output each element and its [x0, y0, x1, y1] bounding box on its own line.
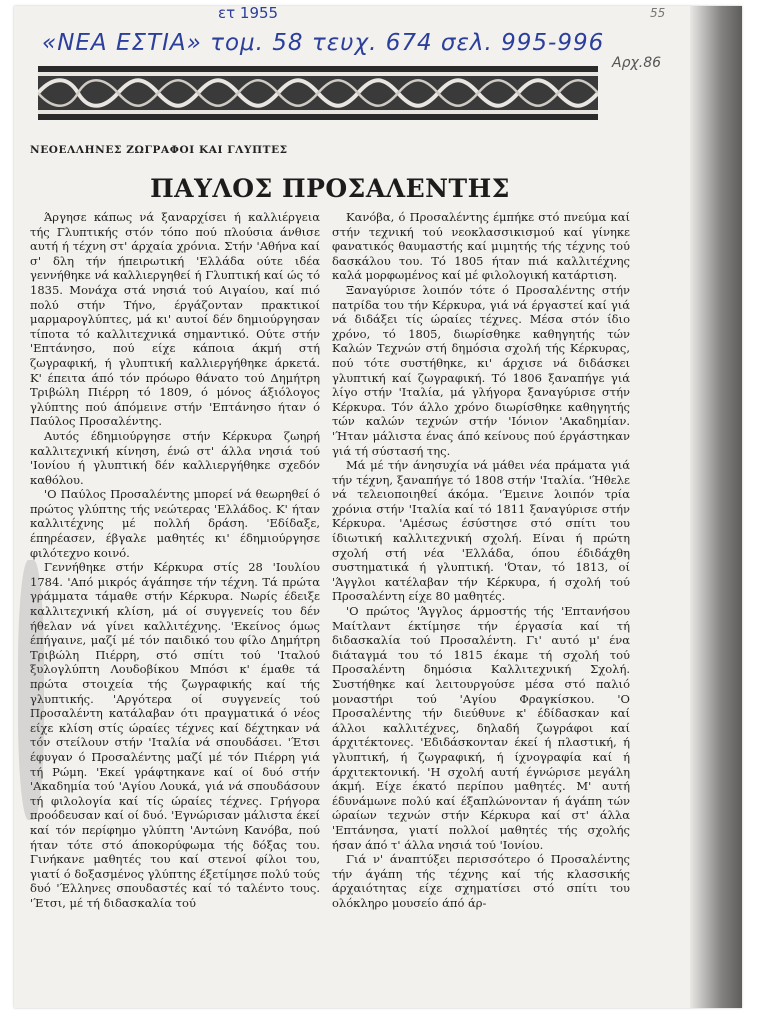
article-column-right: [332, 210, 630, 911]
handwritten-archive-mark: Αρχ.86: [612, 55, 662, 71]
paragraph: Μά μέ τήν άνησυχία νά μάθει νέα πράματα γιά τήν τέχνη, ξαναπήγε τό 1808 στήν 'Ιταλία. 'Ήθελε νά τελειοποιηθεί άκόμα. 'Έμεινε λοιπόν τρία χρόνια στήν 'Ιταλία καί τό 1811 ξαναγύρισε στήν Κέρκυρα. 'Αμέσως έσύστησε στό σπίτι του ίδιωτική καλλιτεχνική σχολή. Είναι ή πρώτη σχολή στή νέα 'Ελλάδα, όπου έδιδάχθη συστηματικά ή γλυπτική. 'Όταν, τό 1813, οί 'Άγγλοι κατέλαβαν τήν Κέρκυρα, ή σχολή τού Προσαλέντη είχε 80 μαθητές.: [332, 458, 630, 604]
paragraph: Άργησε κάπως νά ξαναρχίσει ή καλλιέργεια τής Γλυπτικής στόν τόπο πού πλούσια άνθισε αυτή ή τέχνη στ' άρχαία χρόνια. Στήν 'Αθήνα καί σ' δλη τήν ήπειρωτική 'Ελλάδα ούτε ιδέα γεννήθηκε νά καλλιεργηθεί ή Γλυπτική καί ώς τό 1835. Μονάχα στά νησιά τού Αιγαίου, καί πιό πολύ στήν Τήνο, έργάζονταν πρακτικοί μαρμαρογλύπτες, μά κι' αυτοί δέν δημιούργησαν τίποτα τό καλλιτεχνικά σημαντικό. Ούτε στήν 'Επτάνησο, πού είχε κάποια άκμή στή ζωγραφική, ή γλυπτική καλλιεργήθηκε άρκετά. Κ' έπειτα άπό τόν πρόωρο θάνατο τού Δημήτρη Τριβώλη Πιέρρη τό 1809, ό μόνος άξιόλογος γλύπτης πού άπόμεινε στήν 'Επτάνησο ήταν ό Παύλος Προσαλέντης.: [30, 210, 320, 429]
page-edge-shadow: [690, 6, 742, 1008]
article-column-left: [30, 210, 320, 911]
paragraph: Γεννήθηκε στήν Κέρκυρα στίς 28 'Ιουλίου 1784. 'Από μικρός άγάπησε τήν τέχνη. Τά πρώτα γράμματα τάμαθε στήν Κέρκυρα. Νωρίς έδειξε καλλιτεχνική κλίση, μά οί συγγενείς του δέν ήθελαν νά γίνει καλλιτέχνης. 'Εκείνος όμως έπήγαινε, μαζί μέ τόν παιδικό του φίλο Δημήτρη Τριβώλη Πιέρρη, στό σπίτι τού 'Ιταλού ξυλογλύπτη Λουδοβίκου Μπόσι κ' έμαθε τά πρώτα στοιχεία τής ζωγραφικής καί τής γλυπτικής. 'Αργότερα οί συγγενείς τού Προσαλέντη κατάλαβαν ότι πραγματικά ό νέος είχε κλίση στίς ώραίες τέχνες καί δέχτηκαν νά τόν στείλουν στήν 'Ιταλία νά σπουδάσει. 'Έτσι έφυγαν ό Προσαλέντης μαζί μέ τόν Πιέρρη γιά τή Ρώμη. 'Εκεί γράφτηκανε καί οί δυό στήν 'Ακαδημία τού 'Αγίου Λουκά, γιά νά σπουδάσουν τή φιλολογία καί τίς ώραίες τέχνες. Γρήγορα προόδευσαν καί οί δυό. 'Εγνώρισαν μάλιστα έκεί καί τόν περίφημο γλύπτη 'Αντώνη Κανόβα, πού ήταν τότε στό άποκορύφωμα τής δόξας του. Γινήκανε μαθητές του καί στενοί φίλοι του, γιατί ό δοξασμένος γλύπτης έξετίμησε πολύ τούς δυό 'Έλληνες σπουδαστές καί τό ταλέντο τους. 'Έτσι, μέ τή διδασκαλία τού: [30, 560, 320, 910]
handwritten-page-mark: 55: [650, 6, 666, 20]
paragraph: Αυτός έδημιούργησε στήν Κέρκυρα ζωηρή καλλιτεχνική κίνηση, ένώ στ' άλλα νησιά τού 'Ιονίου ή γλυπτική δέν καλλιεργήθηκε σχεδόν καθόλου.: [30, 428, 320, 487]
scan-smudge: [18, 560, 44, 820]
article-title: ΠΑΥΛΟΣ ΠΡΟΣΑΛΕΝΤΗΣ: [150, 174, 510, 203]
paragraph: 'Ο Παύλος Προσαλέντης μπορεί νά θεωρηθεί ό πρώτος γλύπτης τής νεώτερας 'Ελλάδος. Κ' ήταν καλλιτέχνης μέ πολλή δράση. 'Εδίδαξε, έπηρέασεν, έβγαλε μαθητές κι' έδημιούργησε φιλότεχνο κοινό.: [30, 487, 320, 560]
handwritten-top-note: ετ 1955: [218, 4, 279, 22]
section-label: ΝΕΟΕΛΛΗΝΕΣ ΖΩΓΡΑΦΟΙ ΚΑΙ ΓΛΥΠΤΕΣ: [30, 144, 288, 156]
handwritten-citation: «ΝΕΑ ΕΣΤΙΑ» τομ. 58 τευχ. 674 σελ. 995-996: [42, 30, 605, 56]
paragraph: 'Ο πρώτος 'Άγγλος άρμοστής τής 'Επτανήσου Μαίτλαντ έκτίμησε τήν έργασία καί τή διδασκαλία τού Προσαλέντη. Γι' αυτό μ' ένα διάταγμά του τό 1815 έκαμε τή σχολή τού Προσαλέντη δημόσια Καλλιτεχνική Σχολή. Συστήθηκε καί λειτουργούσε μέσα στό παλιό μοναστήρι τού 'Αγίου Φραγκίσκου. 'Ο Προσαλέντης τήν διεύθυνε κ' έδίδασκαν καί άλλοι καλλιτέχνες, δηλαδή ζωγράφοι καί άρχιτέκτονες. 'Εδιδάσκονταν έκεί ή πλαστική, ή γλυπτική, ή ζωγραφική, ή ίχνογραφία καί ή άρχιτεκτονική. 'Η σχολή αυτή έγνώρισε μεγάλη άκμή. Είχε έκατό περίπου μαθητές. Μ' αυτή έδυνάμωνε πολύ καί έξαπλώνονταν ή άγάπη τών ώραίων τεχνών στήν Κέρκυρα καί στ' άλλα 'Επτάνησα, γιατί πολλοί μαθητές τής σχολής ήσαν άπό τ' άλλα νησιά τού 'Ιονίου.: [332, 604, 630, 852]
paragraph: Ξαναγύρισε λοιπόν τότε ό Προσαλέντης στήν πατρίδα του τήν Κέρκυρα, γιά νά έργαστεί καί γιά νά διδάξει τίς ώραίες τέχνες. Μέσα στόν ίδιο χρόνο, τό 1805, διωρίσθηκε καθηγητής τών Καλών Τεχνών στή δημόσια σχολή τής Κέρκυρας, πού τότε συστήθηκε, κι' άρχισε νά διδάσκει γλυπτική καί ζωγραφική. Τό 1806 ξαναπήγε γιά λίγο στήν 'Ιταλία, μά γλήγορα ξαναγύρισε στήν Κέρκυρα. Τόν άλλο χρόνο διωρίσθηκε καθηγητής τών καλών τεχνών στήν 'Ιόνιον 'Ακαδημίαν. 'Ήταν μάλιστα ένας άπό κείνους πού έργάστηκαν γιά τή σύστασή της.: [332, 282, 630, 458]
paragraph: Κανόβα, ό Προσαλέντης έμπήκε στό πνεύμα καί στήν τεχνική τού νεοκλασσικισμού καί γίνηκε φανατικός θαυμαστής καί μιμητής τής τέχνης τού δασκάλου του. Τό 1805 ήταν πιά καλλιτέχνης καλά μορφωμένος καί μέ φιλολογική κατάρτιση.: [332, 210, 630, 283]
decorative-ornament-border: [38, 66, 598, 120]
paragraph: Γιά ν' άναπτύξει περισσότερο ό Προσαλέντης τήν άγάπη τής τέχνης καί τής κλασσικής άρχαιότητας είχε σχηματίσει στό σπίτι του ολόκληρο μουσείο άπό άρ-: [332, 852, 630, 910]
